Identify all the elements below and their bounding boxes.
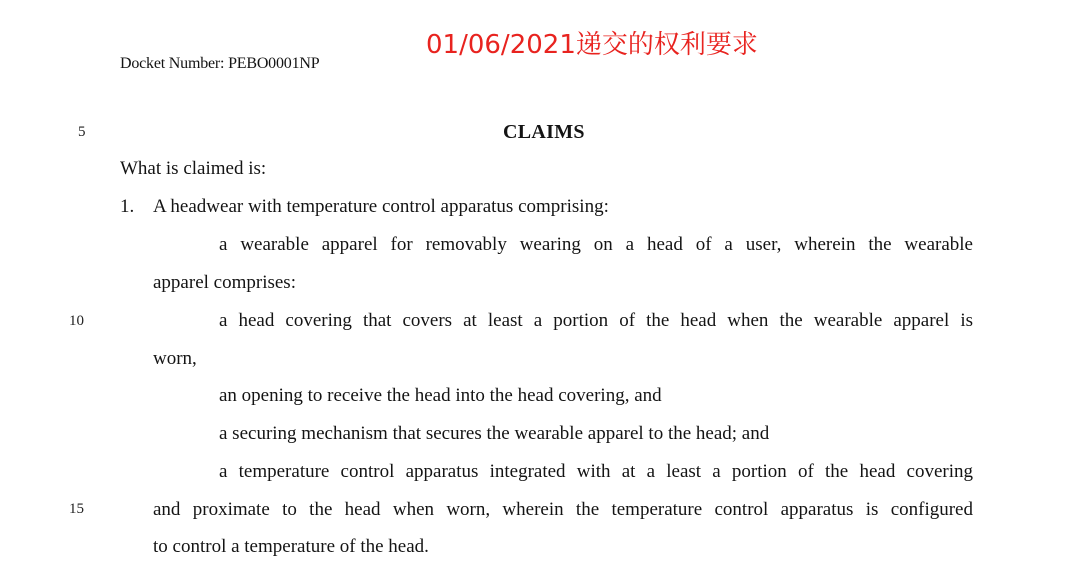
- submission-date-stamp: 01/06/2021递交的权利要求: [426, 30, 758, 60]
- line-number-15: 15: [69, 501, 84, 517]
- claim-text-line: an opening to receive the head into the head covering, and: [219, 385, 662, 406]
- claims-intro: What is claimed is:: [120, 158, 267, 179]
- line-number-5: 5: [78, 124, 86, 140]
- claims-heading: CLAIMS: [503, 121, 585, 143]
- claim-text-line: a head covering that covers at least a portion of the head when the wearable apparel is: [219, 310, 973, 331]
- claim-preamble: A headwear with temperature control apparatus comprising:: [153, 196, 609, 217]
- claim-text-line: worn,: [153, 348, 197, 369]
- claim-number: 1.: [120, 196, 135, 217]
- claim-text-line: a temperature control apparatus integrated with at a least a portion of the head covering: [219, 461, 973, 482]
- claim-text-line: a wearable apparel for removably wearing on a head of a user, wherein the wearable: [219, 234, 973, 255]
- docket-number: Docket Number: PEBO0001NP: [120, 55, 320, 72]
- claim-text-line: apparel comprises:: [153, 272, 296, 293]
- claim-text-line: and proximate to the head when worn, wherein the temperature control apparatus is configured: [153, 499, 973, 520]
- claim-text-line: to control a temperature of the head.: [153, 536, 429, 557]
- line-number-10: 10: [69, 313, 84, 329]
- claim-text-line: a securing mechanism that secures the wearable apparel to the head; and: [219, 423, 770, 444]
